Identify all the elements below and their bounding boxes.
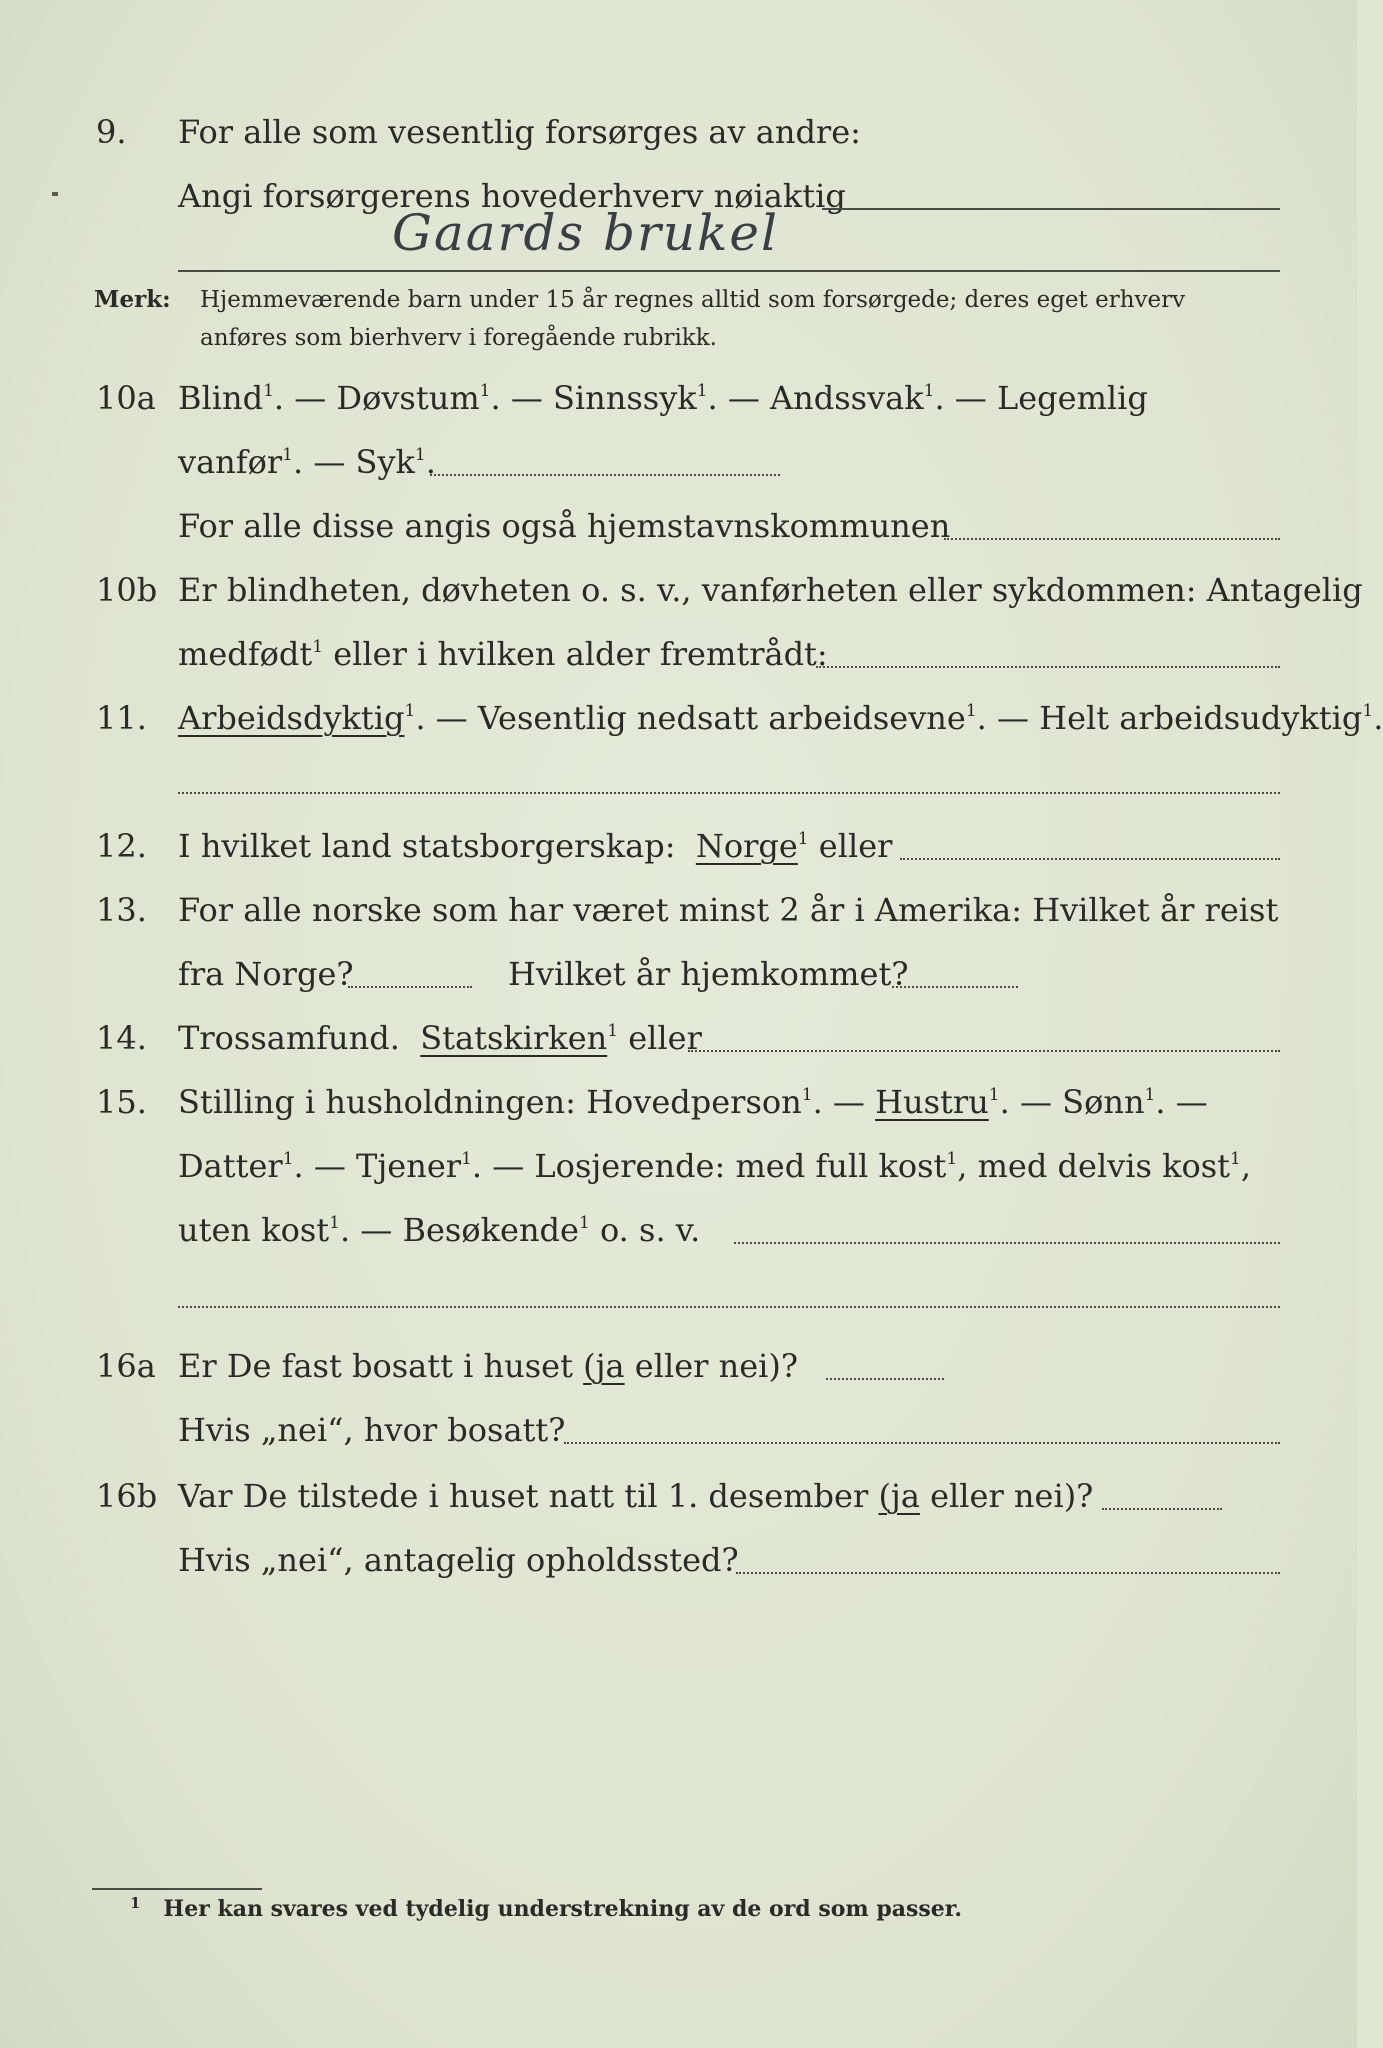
q15-text3: uten kost$^1$. — Besøkende$^1$ o. s. v. (178, 1211, 701, 1249)
q9-answer-line1 (822, 208, 1280, 210)
q13-answer-line1 (348, 986, 472, 988)
margin-mark (52, 192, 58, 196)
q15-number: 15. (96, 1083, 147, 1121)
q15-selected-option[interactable]: Hustru (875, 1083, 989, 1121)
q13-answer-line2 (892, 986, 1018, 988)
footnote (130, 1896, 962, 1922)
q16a-selected-option[interactable]: (ja (583, 1347, 625, 1385)
q13-number: 13. (96, 891, 147, 929)
q10b-text2: medfødt$^1$ eller i hvilken alder fremtrådt: (178, 635, 828, 673)
q14-text: Trossamfund. Statskirken$^1$ eller (178, 1019, 702, 1057)
q10b-number: 10b (96, 571, 158, 609)
q11-answer-line (178, 792, 1280, 794)
q16a-answer-line2 (564, 1442, 1280, 1444)
q14-number: 14. (96, 1019, 147, 1057)
q10a-options2: vanfør$^1$. — Syk$^1$. (178, 443, 436, 481)
q13-text2a: fra Norge? (178, 955, 354, 993)
q10b-text1: Er blindheten, døvheten o. s. v., vanførheten eller sykdommen: Antagelig (178, 571, 1363, 609)
q16a-number: 16a (96, 1347, 156, 1385)
q10a-text3: For alle disse angis også hjemstavnskommunen (178, 507, 951, 545)
merk-text2: anføres som bierhverv i foregående rubrikk. (200, 325, 717, 351)
footnote-text: Her kan svares ved tydelig understrekning av de ord som passer. (163, 1896, 962, 1922)
q16b-text1: Var De tilstede i huset natt til 1. desember (ja eller nei)? (178, 1477, 1094, 1515)
q10a-answer-line2 (944, 538, 1280, 540)
q13-text1: For alle norske som har været minst 2 år i Amerika: Hvilket år reist (178, 891, 1279, 929)
q9-text1: For alle som vesentlig forsørges av andre: (178, 113, 861, 151)
q15-text2: Datter$^1$. — Tjener$^1$. — Losjerende: med full kost$^1$, med delvis kost$^1$, (178, 1147, 1252, 1185)
q16b-answer-line1 (1102, 1508, 1222, 1510)
q16b-answer-line2 (736, 1572, 1280, 1574)
q10a-answer-line1 (430, 474, 780, 476)
q9-handwritten-answer[interactable]: Gaards brukel (392, 204, 780, 262)
q11-options: Arbeidsdyktig$^1$. — Vesentlig nedsatt arbeidsevne$^1$. — Helt arbeidsudyktig$^1$. (178, 699, 1383, 737)
footnote-mark: 1 (130, 1894, 141, 1912)
merk-text1: Hjemmeværende barn under 15 år regnes alltid som forsørgede; deres eget erhverv (200, 287, 1186, 313)
q12-selected-option[interactable]: Norge (695, 827, 798, 865)
q16b-text2: Hvis „nei“, antagelig opholdssted? (178, 1541, 739, 1579)
q11-selected-option[interactable]: Arbeidsdyktig (178, 699, 405, 737)
q12-answer-line (900, 858, 1280, 860)
q15-text1: Stilling i husholdningen: Hovedperson$^1$. — Hustru$^1$. — Sønn$^1$. — (178, 1083, 1208, 1121)
q10a-number: 10a (96, 379, 156, 417)
q16b-number: 16b (96, 1477, 158, 1515)
merk-label: Merk: (94, 286, 171, 313)
q16a-answer-line1 (826, 1378, 944, 1380)
q16a-text2: Hvis „nei“, hvor bosatt? (178, 1411, 566, 1449)
q15-answer-line1 (734, 1242, 1280, 1244)
q10b-answer-line (816, 666, 1280, 668)
q13-text2b: Hvilket år hjemkommet? (508, 955, 909, 993)
q9-answer-line2 (178, 270, 1280, 272)
q14-selected-option[interactable]: Statskirken (420, 1019, 608, 1057)
q16a-text1: Er De fast bosatt i huset (ja eller nei)? (178, 1347, 799, 1385)
q15-answer-line2 (178, 1306, 1280, 1308)
q14-answer-line (688, 1050, 1280, 1052)
q16b-selected-option[interactable]: (ja (878, 1477, 920, 1515)
q11-number: 11. (96, 699, 147, 737)
footnote-rule (92, 1888, 262, 1890)
q12-text: I hvilket land statsborgerskap: Norge$^1$ eller (178, 827, 893, 865)
q10a-options: Blind$^1$. — Døvstum$^1$. — Sinnssyk$^1$. — Andssvak$^1$. — Legemlig (178, 379, 1148, 417)
q9-number: 9. (96, 113, 127, 151)
q9-text2: Angi forsørgerens hovederhverv nøiaktig (178, 177, 846, 215)
q12-number: 12. (96, 827, 147, 865)
